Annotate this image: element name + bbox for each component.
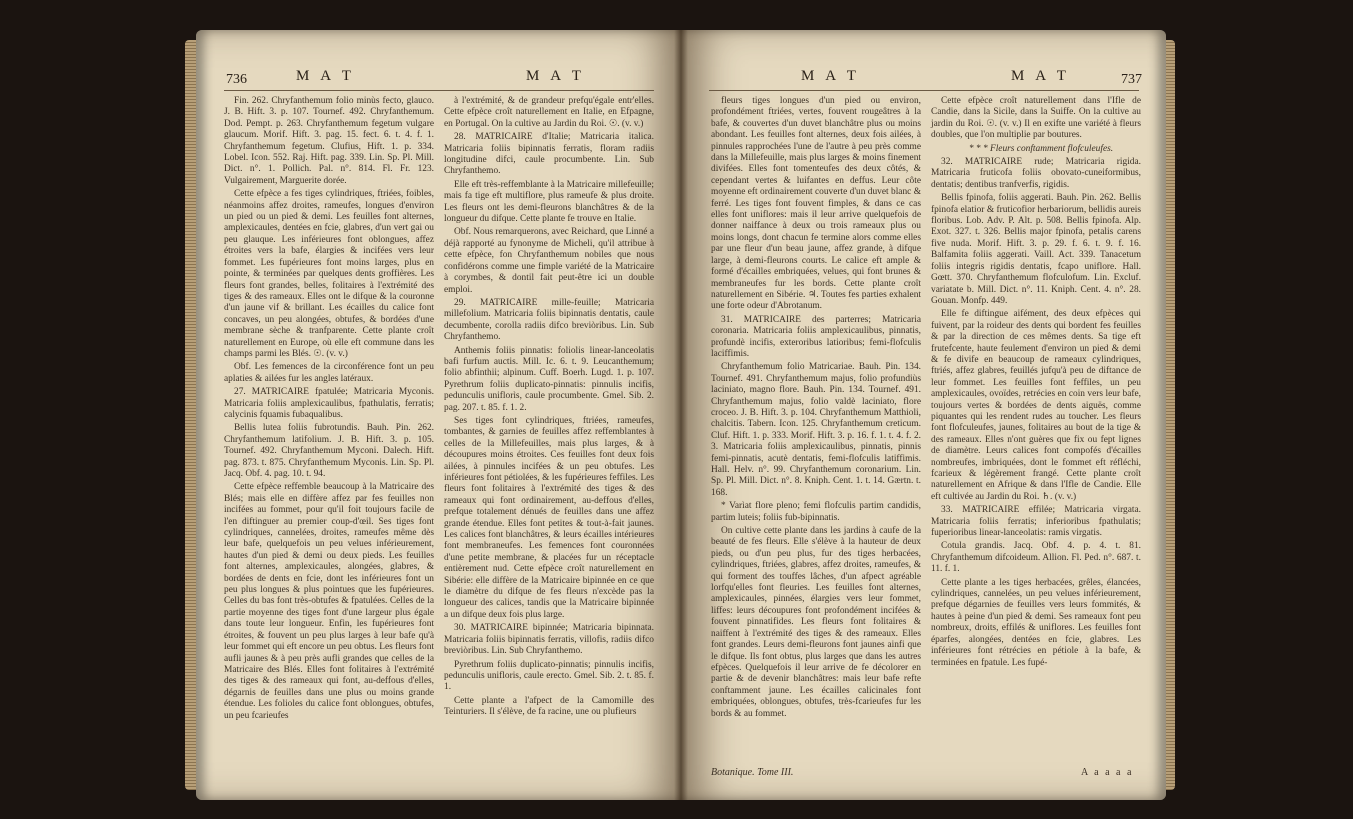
paragraph: Anthemis foliis pinnatis: foliolis linear-lanceolatis bafi furfum auctis. Mill. Ic. 6. t. 9. Leucanthemum; folio abfinthii; alpinum. Cuff. Boerh. Lugd. 1. p. 107. Pyrethrum foliis duplicato-pinnatis: pinnulis incifis, pedunculis uniflorìs, caule procumbente. Gmel. Sib. 2. pag. 207. t. 85. f. 1. 2. — [444, 345, 654, 413]
paragraph: 31. MATRICAIRE des parterres; Matricaria coronaria. Matricaria foliis amplexicaulibus, pinnatis, profundè incifis, exteroribus latioribus; femi-flofculis laciffimis. — [711, 314, 921, 359]
paragraph: Cette efpèce a fes tiges cylindriques, ftriées, foibles, néanmoins affez droites, rameufes, longues d'environ un pied ou un pied & demi. Les feuilles font alternes, amplexicaules, dentées en fcie, glabres, d'un vert gai ou peu glauque. Les inférieures font oblongues, affez étroites vers la bafe, élargies & incifées vers leur fommet. Les fupérieures font moins larges, plus en pointe, & terminées par quelques dents groffières. Les fleurs font grandes, belles, folitaires à l'extrémité des tiges & des rameaux. Elles ont le difque & la couronne d'un jaune vif & brillant. Les écailles du calice font concaves, un peu alongées, obtufes, & bordées d'une membrane sèche & tranfparente. Cette plante croît naturellement en Europe, où elle eft commune dans les champs parmi les Blés. ☉. (v. v.) — [224, 189, 434, 359]
right-running-head-1: M A T — [801, 68, 860, 84]
paragraph: Cette efpèce reffemble beaucoup à la Matricaire des Blés; mais elle en diffère affez par fes feuilles non incifées au fommet, pour qu'il foit toujours facile de l'en diftinguer au premier coup-d'œil. Ses tiges font cylindriques, cannelées, droites, rameufes même dès leur bafe, quelquefois un peu velues inférieurement, hautes d'un pied & demi ou deux pieds. Les feuilles font alternes, amplexicaules, alongées, glabres, & bordées de dents en fcie, dont les inférieures font un peu plus longues & plus pointues que les fupérieures. Celles du bas font très-obtufes & fpatulées. Celles de la partie moyenne des tiges font d'une largeur plus égale dans toute leur longueur. Enfin, les fupérieures font étroites, & fouvent un peu plus larges à leur bafe qu'à leur fommet qui eft encore un peu obtus. Les fleurs font aufli jaunes & à peu près aufli grandes que celles de la Matricaire des Blés. Elles font folitaires à l'extrémité des tiges & des rameaux qui font, au-deffous d'elles, dégarnis de feuilles dans une plus ou moins grande étendue. Les folioles du calice font oblongues, obtufes, un peu fcarieufes — [224, 482, 434, 721]
paragraph: 33. MATRICAIRE effilée; Matricaria virgata. Matricaria foliis ferratis; inferioribus fpathulatis; fuperioribus linear-lanceolatis: ramis virgatis. — [931, 505, 1141, 539]
paragraph: * Varìat flore pleno; femi flofculis partim candidis, partim luteis; foliis fub-bipinnatis. — [711, 501, 921, 523]
paragraph: On cultive cette plante dans les jardins à caufe de la beauté de fes fleurs. Elle s'élève à la hauteur de deux pieds, ou d'un peu plus, fur des tiges herbacées, cylindriques, ftriées, glabres, affez droites, rameufes, & qui forment des touffes lâches, d'un afpect agréable lorfqu'elles font fleuries. Les feuilles font alternes, amplexicaules, pinnées, élargies vers leur fommet, liffes: leurs découpures font profondément incifées & fouvent pinnatifides. Les fleurs font folitaires & naiffent à l'extrémité des tiges & des rameaux. Elles font grandes. Leurs demi-fleurons font jaunes ainfi que le difque. Ils font obtus, plus larges que dans les autres efpèces. Quelquefois il leur arrive de fe décolorer en partie & de devenir blanchâtres: mais leur bafe refte conftamment jaune. Les écailles calicinales font embriquées, oblongues, obtufes, très-fcarieufes fur les bords & au fommet. — [711, 526, 921, 719]
paragraph: Cette efpèce croît naturellement dans l'Ifle de Candie, dans la Sicile, dans la Suiffe. On la cultive au jardin du Roi. ☉. (v. v.) Il en exifte une variété à fleurs doubles, que l'on multiplie par boutures. — [931, 96, 1141, 141]
paragraph: Bellis lutea foliis fubrotundis. Bauh. Pin. 262. Chryfanthemum latifolium. J. B. Hift. 3. p. 105. Tournef. 492. Chryfanthemum Myconi. Dalech. Hift. pag. 873. t. 875. Chryfanthemum Myconis. Lin. Sp. Pl. Jacq. Obf. 4. pag. 10. t. 94. — [224, 423, 434, 479]
left-header-rule — [224, 90, 654, 91]
right-running-head-2: M A T — [1011, 68, 1070, 84]
right-column-2 — [931, 96, 1141, 671]
left-running-head-2: M A T — [526, 68, 585, 84]
paragraph: à l'extrémité, & de grandeur prefqu'égale entr'elles. Cette efpèce croît naturellement en Italie, en Efpagne, en Portugal. On la cultive au Jardin du Roi. ☉. (v. v.) — [444, 96, 654, 129]
left-page — [196, 30, 681, 800]
paragraph: 32. MATRICAIRE rude; Matricaria rigida. Matricaria fruticofa foliis obovato-cuneiformibus, dentatis; dentibus tranfverfis, rigidis. — [931, 157, 1141, 190]
paragraph: Cette plante a l'afpect de la Camomille des Teinturiers. Il s'élève, de fa racine, une ou plufieurs — [444, 695, 654, 718]
left-column-2 — [444, 96, 654, 721]
section-heading: * * * Fleurs conftamment flofculeufes. — [968, 143, 1114, 154]
paragraph: Elle fe diftingue aifément, des deux efpèces qui fuivent, par la roideur des dents qui bordent fes feuilles & par la direction de ces mêmes dents. Sa tige eft frutefcente, haute feulement d'environ un pied & demi & fe divife en beaucoup de rameaux cylindriques, ftriés, affez glabres, feuillés jufqu'à peu de diftance de leur fommet. Les feuilles font feffiles, un peu amplexicaules, ovoïdes, retrécies en coin vers leur bafe, toujours vertes & bordées de dents aiguës, comme piquantes qui les rendent rudes au toucher. Les fleurs font flofculeufes, jaunes, folitaires au bout de la tige & des rameaux. Elles n'ont guères que fix ou fept lignes de diamètre. Leurs calices font compofés d'écailles nombreufes, imbriquées, dont le fommet eft réfléchi, fcarieux & légèrement frangé. Cette plante croît naturellement en Afrique & dans l'Ifle de Candie. Elle eft cultivée au Jardin du Roi. ♄. (v. v.) — [931, 309, 1141, 502]
paragraph: Cotula grandis. Jacq. Obf. 4. p. 4. t. 81. Chryfanthemum difcoideum. Allion. Fl. Ped. n°. 687. t. 11. f. 1. — [931, 541, 1141, 575]
paragraph: Obf. Nous remarquerons, avec Reichard, que Linné a déjà rapporté au fynonyme de Micheli, qu'il attribue à cette efpèce, fon Chryfanthemum nobiles que nous confidérons comme une fimple variété de la Matricaire à corymbes, & dontil fait peut-être ici un double emploi. — [444, 227, 654, 295]
paragraph: Pyrethrum foliis duplicato-pinnatis; pinnulis incifis, pedunculis unifloris, caule erecto. Gmel. Sib. 2. t. 85. f. 1. — [444, 659, 654, 693]
paragraph: 28. MATRICAIRE d'Italie; Matricaria italica. Matricaria foliis bipinnatis ferratis, floram radiis longitudine difci, caule procumbente. Lin. Sub Chryfanthemo. — [444, 132, 654, 177]
paragraph: fleurs tiges longues d'un pied ou environ, profondément ftriées, vertes, fouvent rougeâtres à la bafe, & couvertes d'un duvet blanchâtre plus ou moins abondant. Les feuilles font alternes, deux fois ailées, à pinnules rapprochées l'une de l'autre à peu près comme dans la Millefeuille, mais plus larges & moins finement divifées. Elles font tomenteufes des deux côtés, & cependant vertes & luifantes en deffus. Leur côte moyenne eft ordinairement couverte d'un duvet blanc & ferré. Les tiges font fouvent fimples, & dans ce cas elles font uniflores: mais il leur arrive quelquefois de donner naiffance à deux ou trois rameaux plus ou moins longs, dont chacun fe termine alors comme elles par une fleur d'un beau jaune, affez grande, à difque large, à demi-fleurons courts. Le calice eft ample & formé d'écailles embriquées, velues, qui font brunes & membraneufes fur les bords. Cette plante croît naturellement en Sibérie. ♃. Toutes fes parties exhalent une forte odeur d'Abrotanum. — [711, 96, 921, 312]
paragraph: 29. MATRICAIRE mille-feuille; Matricaria millefolium. Matricaria foliis bipinnatis dentatis, caule decumbente, corolla radiis difco breviòribus. Lin. Sub Chryfanthemo. — [444, 297, 654, 343]
paragraph: 30. MATRICAIRE bipinnée; Matricaria bipinnata. Matricaria foliis bipinnatis ferratis, villofis, radiis difco breviòribus. Lin. Sub Chryfanthemo. — [444, 623, 654, 657]
paragraph: 27. MATRICAIRE fpatulée; Matricaria Myconis. Matricaria foliis amplexicaulibus, fpathulatis, ferratis; calycinis fquamis fubaqualibus. — [224, 387, 434, 420]
paragraph: Chryfanthemum folio Matricariae. Bauh. Pin. 134. Tournef. 491. Chryfanthemum majus, folio profundiùs laciniato, magno flore. Bauh. Pin. 134. Tournef. 491. Chryfanthemum majus, folio valdè laciniato, flore croceo. J. B. Hift. 3. p. 104. Chryfanthemum Matthioli, chalcitis. Tabern. Icon. 125. Chryfanthemum creticum. Cluf. Hift. 1. p. 333. Morif. Hift. 3. p. 16. f. 1. t. 4. f. 2. 3. Matricaria foliis amplexicaulibus, pinnatis, pinnis femi-pinnatis, acutè dentatis, femi-flofculis latiffimis. Hall. Helv. n°. 99. Chryfanthemum coronarium. Lin. Sp. Pl. Mill. Dict. n°. 8. Kniph. Cent. 1. t. 14. Gærtn. t. 168. — [711, 362, 921, 498]
paragraph: Obf. Les femences de la circonférence font un peu aplaties & ailées fur les angles latéraux. — [224, 362, 434, 384]
paragraph: Cette plante a les tiges herbacées, grêles, élancées, cylindriques, cannelées, un peu velues inférieurement, prefque dégarnies de feuilles vers leurs fommités, & hautes à peine d'un pied & demi. Ses rameaux font peu nombreux, droits, effilés & uniflores. Les feuilles font éparfes, alongées, dentées en fcie, glabres. Les inférieures font rétrécies en pétiole à la bafe, & terminées en fpatule. Les fupé- — [931, 577, 1141, 668]
right-header-rule — [709, 90, 1139, 91]
paragraph: Bellis fpinofa, foliis aggerati. Bauh. Pin. 262. Bellis fpinofa elatior & fruticofior herbariorum, bellidis aureis floribus. Lob. Adv. P. Alt. p. 508. Bellis fpinofa. Alp. Exot. 327. t. 326. Bellis major fpinofa, petalis carens five nuda. Morif. Hift. 3. p. 29. f. 6. t. 9. f. 16. Balfamita foliis aggerati. Vaill. Act. 339. Tanacetum foliis integris rigidis dentatis, fcapo uniflore. Hall. Gœtt. 370. Chryfanthemum flofculofum. Lin. Excluf. variatate b. Mill. Dict. n°. 11. Kniph. Cent. 4. n°. 28. Gouan. Monfp. 449. — [931, 193, 1141, 306]
paragraph: Elle eft très-reffemblante à la Matricaire millefeuille; mais fa tige eft multiflore, plus rameufe & plus droite. Les fleurs ont les demi-fleurons blanchâtres & de la longueur du difque. Cette plante fe trouve en Italie. — [444, 179, 654, 225]
page-footer: Botanique. Tome III. — [711, 767, 794, 778]
paragraph: Ses tiges font cylindriques, ftriées, rameufes, tombantes, & garnies de feuilles affez reffemblantes à celles de la Millefeuilles, mais plus larges, & à découpures moins étroites. Ces feuilles font deux fois ailées, à pinnules incifées & un peu obtufes. Les inférieures font pétiolées, & les fupérieures feffiles. Les fleurs font folitaires à l'extrémité des tiges & des rameaux qui font ordinairement, au-deffous d'elles, prefque totalement dénués de feuilles dans une affez grande étendue. Elles font petites & tout-à-fait jaunes. Les calices font blanchâtres, & leurs écailles intérieures font membraneufes. Les femences font couronnées d'une petite membrane, & placées fur un réceptacle entièrement nud. Cette efpèce croît naturellement en Sibérie: elle diffère de la Matricaire bipinnée en ce que le diamètre du difque de fes fleurs n'excède pas la longueur des calices, tandis que la Matricaire bipinnée a un difque deux fois plus large. — [444, 415, 654, 620]
right-page-number: 737 — [1121, 72, 1142, 87]
right-page — [681, 30, 1166, 800]
right-column-1 — [711, 96, 921, 722]
open-book — [196, 30, 1166, 800]
book-gutter — [674, 30, 688, 800]
paragraph: Fin. 262. Chryfanthemum folio minùs fecto, glauco. J. B. Hift. 3. p. 107. Tournef. 492. Chryfanthemum. Dod. Pempt. p. 263. Chryfanthemum fegetum vulgare glaucum. Morif. Hift. 3. pag. 15. fect. 6. t. 4. f. 1. Chryfanthemum fegetum. Clufius, Hift. 1. p. 334. Lobel. Icon. 552. Raj. Hift. pag. 339. Lin. Sp. Pl. Mill. Dict. n°. 1. Pollich. Pal. n°. 814. Fl. Fr. 123. Vulgairement, Marguerite dorée. — [224, 96, 434, 186]
left-page-number: 736 — [226, 72, 247, 87]
left-column-1 — [224, 96, 434, 724]
left-running-head: M A T — [296, 68, 355, 84]
signature-mark: A a a a a — [1081, 767, 1134, 778]
